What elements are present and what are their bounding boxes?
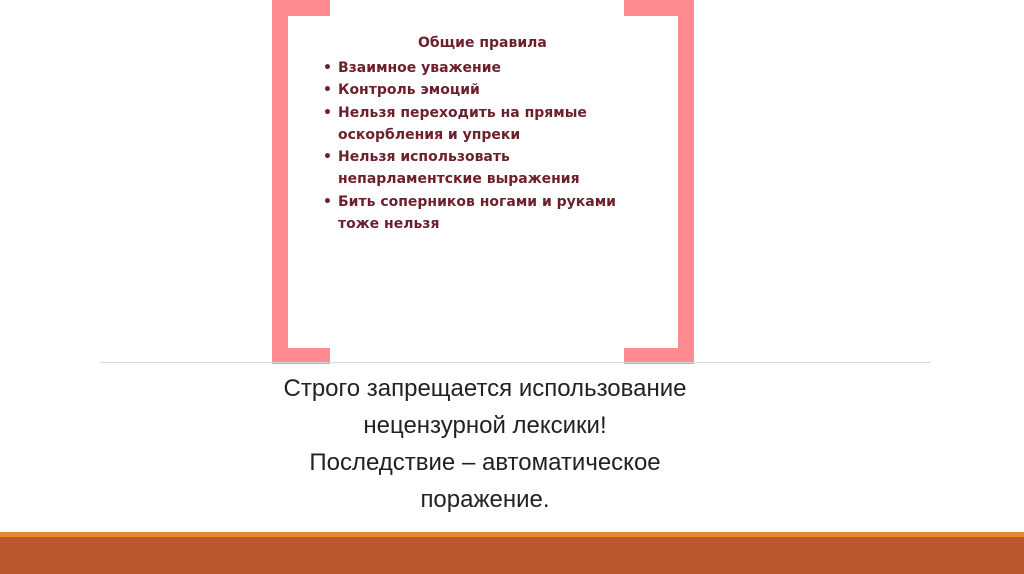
divider-line xyxy=(100,362,930,363)
rule-item xyxy=(321,57,616,79)
rule-item xyxy=(321,79,616,101)
right-bracket-stem xyxy=(678,0,694,364)
bullet-icon: • xyxy=(323,60,332,76)
bullet-icon: • xyxy=(323,193,332,210)
rules-card xyxy=(300,26,680,276)
rules-list xyxy=(321,57,616,235)
rule-text: Взаимное уважение xyxy=(338,60,502,76)
footer-band xyxy=(0,537,1024,574)
rule-text: Нельзя переходить на прямые оскорбления и упреки xyxy=(338,104,587,143)
rules-title: Общие правила xyxy=(418,35,547,51)
rule-item xyxy=(321,102,616,147)
rule-text: Контроль эмоций xyxy=(338,82,480,99)
rule-text: Нельзя использовать непарламентские выражения xyxy=(338,149,580,188)
bullet-icon: • xyxy=(323,82,332,99)
rule-item xyxy=(321,146,616,191)
left-bracket-stem xyxy=(272,0,288,364)
bullet-icon: • xyxy=(323,149,332,166)
rule-item xyxy=(321,191,616,236)
bullet-icon: • xyxy=(323,104,332,121)
rule-text: Бить соперников ногами и руками тоже нельзя xyxy=(338,193,616,233)
warning-text: Строго запрещается использование нецензурной лексики! Последствие – автоматическое поражение. xyxy=(283,375,687,513)
